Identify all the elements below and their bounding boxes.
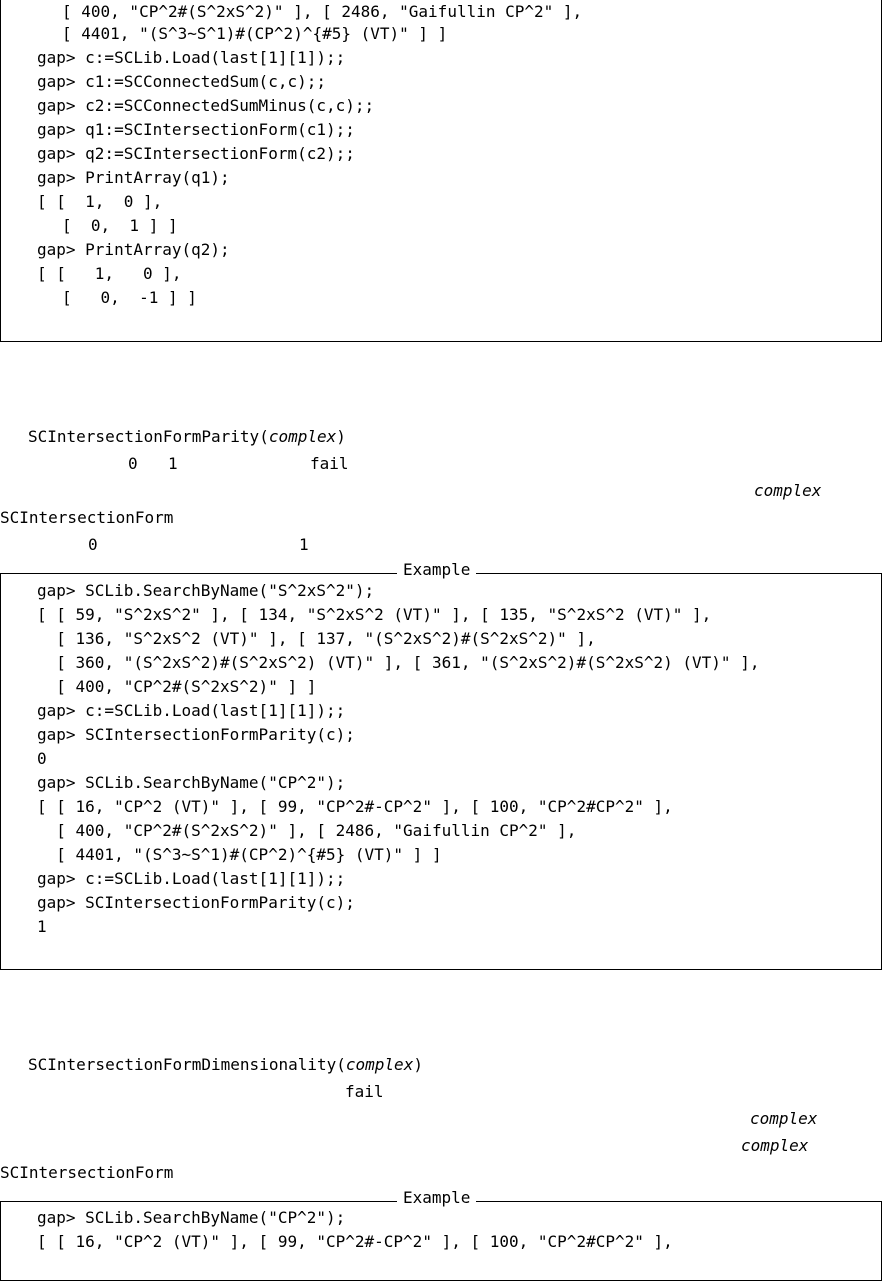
argument-reference: complex	[754, 481, 822, 500]
code-line: [ [ 1, 0 ],	[37, 264, 182, 283]
code-line: [ [ 59, "S^2xS^2" ], [ 134, "S^2xS^2 (VT)" ], [ 135, "S^2xS^2 (VT)" ],	[37, 605, 712, 624]
function-name: SCIntersectionFormDimensionality(	[28, 1055, 346, 1074]
code-line: gap> SCLib.SearchByName("S^2xS^2");	[37, 581, 375, 600]
code-line: 0	[37, 749, 47, 768]
code-line: gap> c1:=SCConnectedSum(c,c);;	[37, 72, 326, 91]
example-label: Example	[397, 1189, 476, 1207]
function-signature-parity	[28, 425, 346, 449]
code-line: gap> c:=SCLib.Load(last[1][1]);;	[37, 869, 346, 888]
code-line: 1	[37, 917, 47, 936]
function-reference: SCIntersectionForm	[0, 1163, 174, 1182]
function-argument: complex	[268, 427, 337, 446]
code-line: [ [ 16, "CP^2 (VT)" ], [ 99, "CP^2#-CP^2" ], [ 100, "CP^2#CP^2" ],	[37, 1232, 673, 1251]
function-reference: SCIntersectionForm	[0, 508, 174, 527]
code-line: [ [ 1, 0 ],	[37, 192, 163, 211]
argument-reference: complex	[741, 1136, 809, 1155]
code-line: gap> SCLib.SearchByName("CP^2");	[37, 1208, 346, 1227]
code-line: gap> SCIntersectionFormParity(c);	[37, 725, 355, 744]
code-line: gap> SCLib.SearchByName("CP^2");	[37, 773, 346, 792]
code-line: [ 4401, "(S^3~S^1)#(CP^2)^{#5} (VT)" ] ]	[62, 24, 448, 43]
value-zero: 0	[88, 535, 98, 554]
code-line: [ 360, "(S^2xS^2)#(S^2xS^2) (VT)" ], [ 361, "(S^2xS^2)#(S^2xS^2) (VT)" ],	[37, 653, 760, 672]
code-line: [ 400, "CP^2#(S^2xS^2)" ] ]	[37, 677, 317, 696]
code-line: gap> PrintArray(q1);	[37, 168, 230, 187]
code-line: gap> c:=SCLib.Load(last[1][1]);;	[37, 48, 346, 67]
function-argument: complex	[345, 1055, 414, 1074]
code-line: [ 400, "CP^2#(S^2xS^2)" ], [ 2486, "Gaifullin CP^2" ],	[37, 821, 577, 840]
code-line: [ 0, 1 ] ]	[62, 216, 178, 235]
code-line: gap> c2:=SCConnectedSumMinus(c,c);;	[37, 96, 375, 115]
code-line: [ 400, "CP^2#(S^2xS^2)" ], [ 2486, "Gaifullin CP^2" ],	[62, 2, 583, 21]
code-line: gap> PrintArray(q2);	[37, 240, 230, 259]
return-value-fail: fail	[345, 1082, 384, 1101]
example-label: Example	[397, 561, 476, 579]
return-value-one: 1	[168, 454, 178, 473]
code-line: gap> q2:=SCIntersectionForm(c2);;	[37, 144, 355, 163]
signature-close: )	[413, 1055, 423, 1074]
code-line: [ 4401, "(S^3~S^1)#(CP^2)^{#5} (VT)" ] ]	[37, 845, 442, 864]
code-line: gap> q1:=SCIntersectionForm(c1);;	[37, 120, 355, 139]
return-value-fail: fail	[310, 454, 349, 473]
code-line: [ 136, "S^2xS^2 (VT)" ], [ 137, "(S^2xS^2)#(S^2xS^2)" ],	[37, 629, 596, 648]
return-value-zero: 0	[128, 454, 138, 473]
function-signature-dimensionality	[28, 1053, 423, 1077]
code-line: [ [ 16, "CP^2 (VT)" ], [ 99, "CP^2#-CP^2" ], [ 100, "CP^2#CP^2" ],	[37, 797, 673, 816]
code-line: gap> SCIntersectionFormParity(c);	[37, 893, 355, 912]
argument-reference: complex	[750, 1109, 818, 1128]
signature-close: )	[336, 427, 346, 446]
code-line: [ 0, -1 ] ]	[62, 288, 197, 307]
code-line: gap> c:=SCLib.Load(last[1][1]);;	[37, 701, 346, 720]
function-name: SCIntersectionFormParity(	[28, 427, 269, 446]
value-one: 1	[299, 535, 309, 554]
